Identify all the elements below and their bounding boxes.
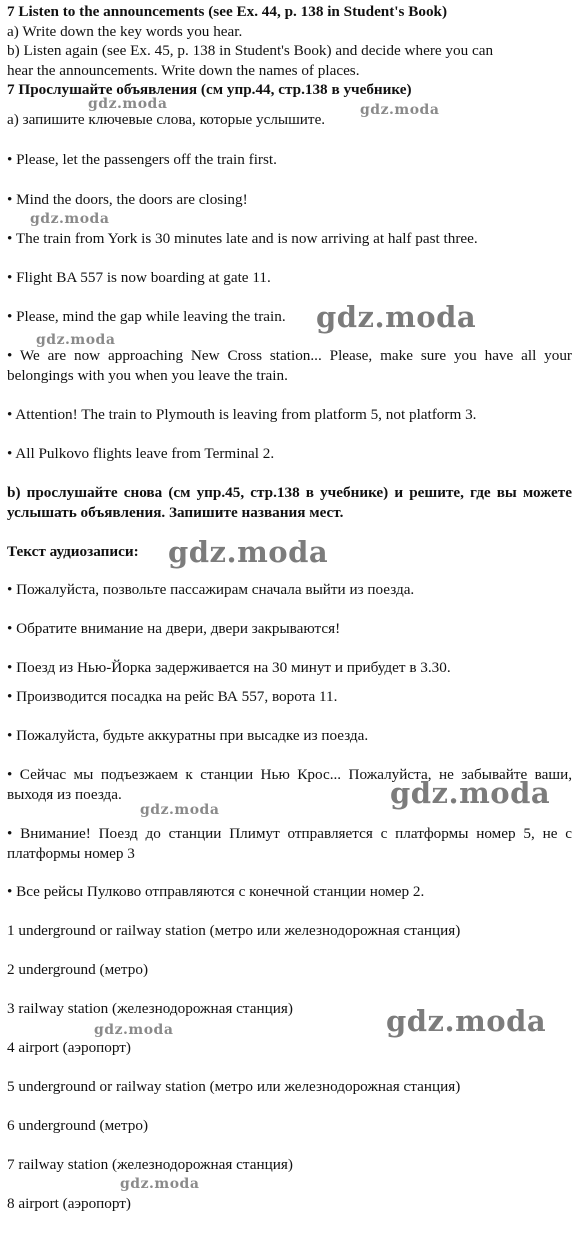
watermark: gdz.moda [88,96,168,112]
announcement-en-1: • Please, let the passengers off the train first. [7,151,277,168]
watermark: gdz.moda [36,332,116,348]
answer-6: 6 underground (метро) [7,1117,148,1134]
answer-7: 7 railway station (железнодорожная станция) [7,1156,293,1173]
task-a-ru: а) запишите ключевые слова, которые услышите. [7,111,326,128]
task-b-en-line2: hear the announcements. Write down the names of places. [7,62,360,79]
watermark: gdz.moda [120,1176,200,1192]
announcement-ru-5: • Пожалуйста, будьте аккуратны при высадке из поезда. [7,727,369,744]
announcement-ru-3: • Поезд из Нью-Йорка задерживается на 30 минут и прибудет в 3.30. [7,659,451,676]
announcement-ru-4: • Производится посадка на рейс ВА 557, ворота 11. [7,688,338,705]
watermark: gdz.moda [94,1022,174,1038]
announcement-ru-8: • Все рейсы Пулково отправляются с конечной станции номер 2. [7,883,425,900]
announcement-en-8: • All Pulkovo flights leave from Terminal 2. [7,445,275,462]
answer-8: 8 airport (аэропорт) [7,1195,131,1212]
announcement-ru-1: • Пожалуйста, позвольте пассажирам сначала выйти из поезда. [7,581,415,598]
watermark: gdz.moda [390,776,551,810]
watermark: gdz.moda [30,211,110,227]
announcement-ru-6: • Сейчас мы подъезжаем к станции Нью Крос... Пожалуйста, не забывайте ваши, выходя из поезда. [7,766,572,803]
announcement-en-6: • We are now approaching New Cross station... Please, make sure you have all your belongings with you when you leave the train. [7,347,572,384]
announcement-en-5: • Please, mind the gap while leaving the train. [7,308,286,325]
exercise-title-en: 7 Listen to the announcements (see Ex. 44, p. 138 in Student's Book) [7,3,448,20]
answer-1: 1 underground or railway station (метро или железнодорожная станция) [7,922,461,939]
watermark: gdz.moda [360,102,440,118]
announcement-ru-2: • Обратите внимание на двери, двери закрываются! [7,620,341,637]
task-b-ru: b) прослушайте снова (см упр.45, стр.138 в учебнике) и решите, где вы можете услышать объявления. Запишите названия мест. [7,484,572,521]
answer-5: 5 underground or railway station (метро или железнодорожная станция) [7,1078,461,1095]
answer-4: 4 airport (аэропорт) [7,1039,131,1056]
watermark: gdz.moda [140,802,220,818]
transcript-heading: Текст аудиозаписи: [7,543,139,560]
watermark: gdz.moda [168,535,329,569]
announcement-ru-7: • Внимание! Поезд до станции Плимут отправляется с платформы номер 5, не с платформы номер 3 [7,825,572,862]
announcement-en-3: • The train from York is 30 minutes late and is now arriving at half past three. [7,230,478,247]
watermark: gdz.moda [316,300,477,334]
exercise-title-ru: 7 Прослушайте объявления (см упр.44, стр.138 в учебнике) [7,81,412,98]
task-b-en-line1: b) Listen again (see Ex. 45, p. 138 in Student's Book) and decide where you can [7,42,494,59]
task-a-en: a) Write down the key words you hear. [7,23,243,40]
announcement-en-7: • Attention! The train to Plymouth is leaving from platform 5, not platform 3. [7,406,477,423]
answer-3: 3 railway station (железнодорожная станция) [7,1000,293,1017]
watermark: gdz.moda [386,1004,547,1038]
announcement-en-2: • Mind the doors, the doors are closing! [7,191,248,208]
answer-2: 2 underground (метро) [7,961,148,978]
announcement-en-4: • Flight BA 557 is now boarding at gate 11. [7,269,271,286]
